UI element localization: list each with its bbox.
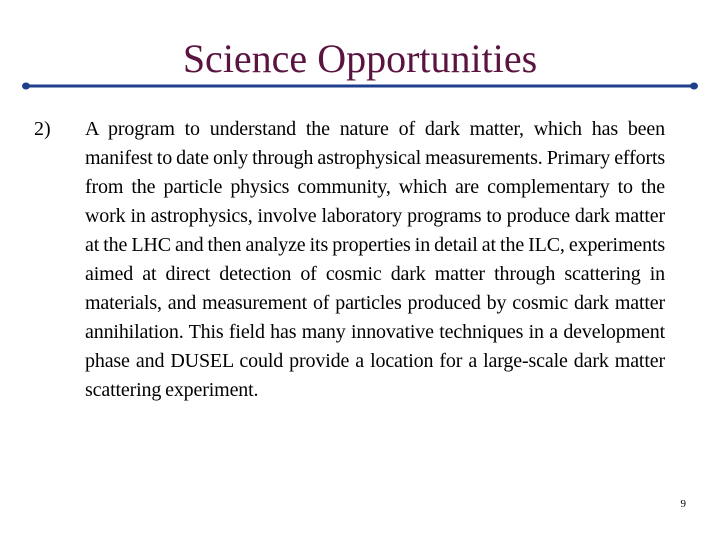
list-item-text: A program to understand the nature of dark matter, which has been manifest to date only through astrophysical measurements. Primary efforts from the particle physics community, which are complementary to the work in astrophysics, involve laboratory programs to produce dark matter at the LHC and then analyze its properties in detail at the ILC, experiments aimed at direct detection of cosmic dark matter through scattering in materials, and measurement of particles produced by cosmic dark matter annihilation. This field has many innovative techniques in a development phase and DUSEL could provide a location for a large-scale dark matter scattering experiment. (85, 118, 665, 401)
slide-title: Science Opportunities (182, 36, 538, 81)
title-underline (22, 82, 698, 90)
page-number: 9 (680, 498, 686, 510)
list-item-number: 2) (34, 118, 51, 140)
